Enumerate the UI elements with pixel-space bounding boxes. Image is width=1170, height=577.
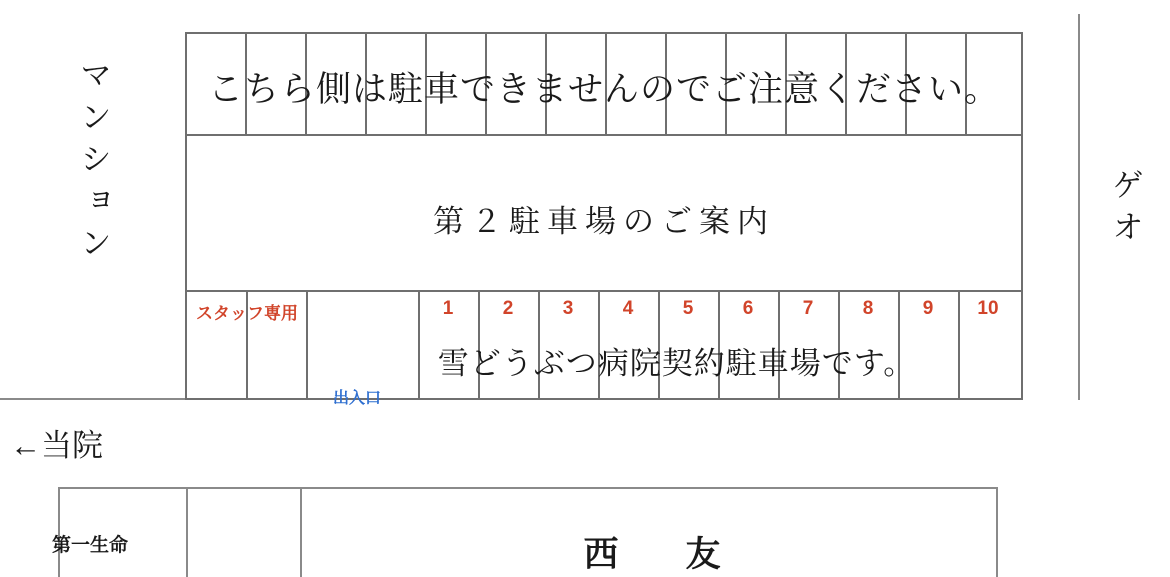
label-clinic-direction: ←当院 — [10, 428, 103, 463]
contract-note: 雪どうぶつ病院契約駐車場です。 — [437, 346, 916, 381]
stall-number-7: 7 — [802, 298, 814, 319]
stall-number-8: 8 — [862, 298, 874, 319]
staff-block-right-edge — [306, 290, 308, 400]
stall-number-1: 1 — [442, 298, 454, 319]
stall-number-5: 5 — [682, 298, 694, 319]
stall-number-4: 4 — [622, 298, 634, 319]
road-line-bottom-left-edge-vertical — [186, 487, 188, 577]
stall-number-6: 6 — [742, 298, 754, 319]
stall-number-3: 3 — [562, 298, 574, 319]
road-line-right-vertical — [1078, 14, 1080, 400]
label-seiyu: 西 友 — [583, 535, 737, 574]
stall-number-9: 9 — [922, 298, 934, 319]
map-title: 第２駐車場のご案内 — [433, 204, 775, 239]
road-line-left-horizontal — [0, 398, 186, 400]
lot-divider-upper — [185, 134, 1023, 136]
stall-number-10: 10 — [977, 298, 999, 319]
staff-only-label: スタッフ専用 — [196, 304, 298, 323]
road-line-bottom-horizontal — [58, 487, 998, 489]
label-mansion: マンション — [76, 58, 112, 268]
label-dai-ichi-seimei: 第一生命 — [52, 535, 129, 556]
stall-number-2: 2 — [502, 298, 514, 319]
entrance-exit-label: 出入口 — [333, 390, 382, 407]
label-geo: ゲオ — [1108, 168, 1144, 252]
no-parking-notice: こちら側は駐車できませんのでご注意ください。 — [207, 70, 1000, 109]
